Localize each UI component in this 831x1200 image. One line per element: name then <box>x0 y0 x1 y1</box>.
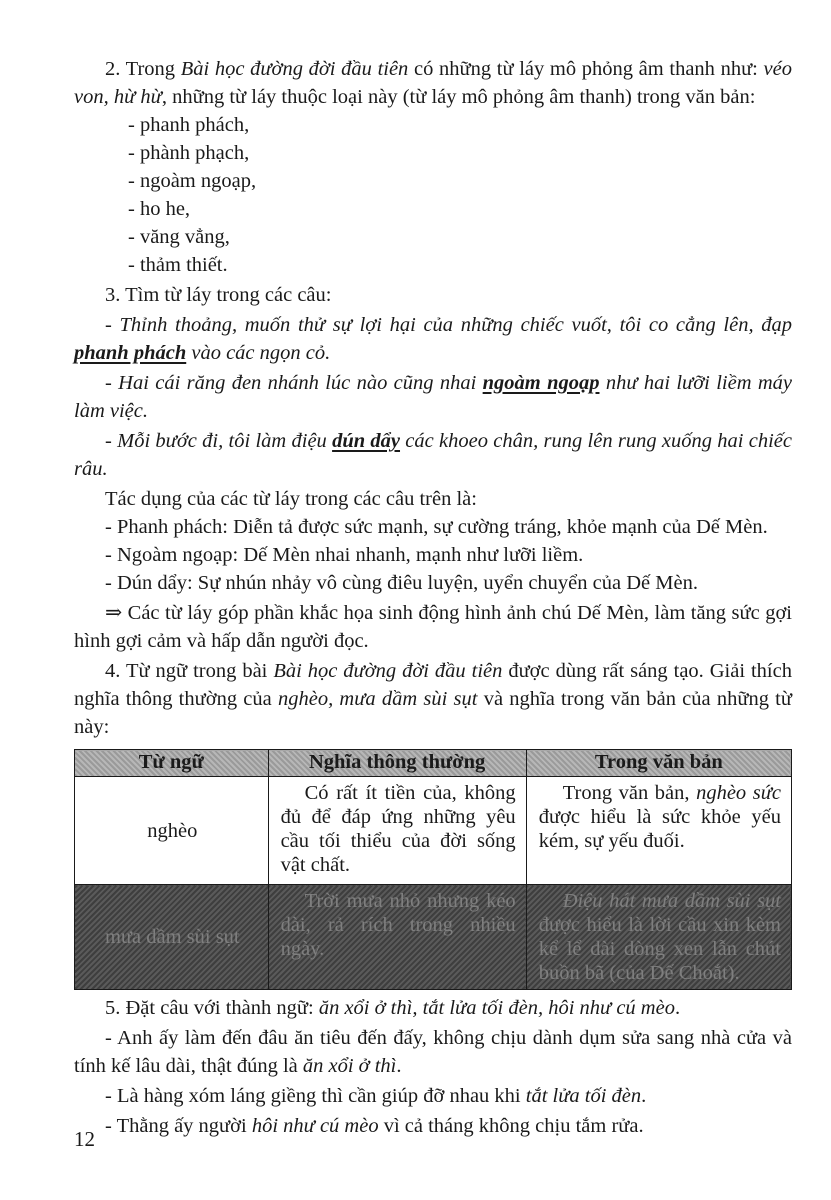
q3-conclusion: ⇒ Các từ láy góp phần khắc họa sinh động hình ảnh chú Dế Mèn, làm tăng sức gợi hình gợi cảm và hấp dẫn người đọc. <box>74 602 792 652</box>
text: - Mỗi bước đi, tôi làm điệu <box>105 430 333 452</box>
text: vào các ngọn cỏ. <box>186 342 331 364</box>
text: - Hai cái răng đen nhánh lúc nào cũng nhai <box>105 372 483 394</box>
list-item: - phanh phách, <box>128 114 250 136</box>
q5-sentence-2 <box>74 1082 792 1110</box>
table-header-row <box>75 750 792 777</box>
highlight-word: phanh phách <box>74 342 187 364</box>
q5-sentence-1 <box>74 1024 792 1080</box>
text: - Thằng ấy người <box>105 1115 252 1137</box>
effect-item: - Phanh phách: Diễn tả được sức mạnh, sự cường tráng, khỏe mạnh của Dế Mèn. <box>105 516 768 538</box>
book-title: Bài học đường đời đầu tiên <box>180 58 409 80</box>
text: được dùng rất sáng tạo. Giải thích nghĩa thông thường của <box>74 660 792 710</box>
q5-intro <box>74 994 792 1022</box>
page-content <box>74 55 792 1140</box>
text: . <box>674 997 681 1019</box>
text: có những từ láy mô phỏng âm thanh như: <box>408 58 764 80</box>
text: các khoeo chân, rung lên rung xuống hai chiếc râu. <box>74 430 792 480</box>
text: Trời mưa nhỏ nhưng kéo dài, rả rích trong nhiều ngày. <box>280 890 516 960</box>
text <box>539 889 781 985</box>
text: - Thỉnh thoảng, muốn thử sự lợi hại của những chiếc vuốt, tôi co cẳng lên, đạp <box>105 314 792 336</box>
q2-intro <box>74 55 792 111</box>
text: 5. Đặt câu với thành ngữ: <box>105 997 319 1019</box>
text: được hiểu là sức khỏe yếu kém, sự yếu đuối. <box>538 806 781 852</box>
table-row <box>75 885 792 990</box>
list-item: - thảm thiết. <box>128 254 228 276</box>
q4-intro <box>74 657 792 741</box>
column-header: Trong văn bản <box>526 750 791 777</box>
highlight-word: ngoàm ngoạp <box>482 372 600 394</box>
q3-sentence-2 <box>74 369 792 425</box>
list-item: - ngoàm ngoạp, <box>128 170 257 192</box>
text: vì cả tháng không chịu tắm rửa. <box>378 1115 644 1137</box>
column-header: Từ ngữ <box>75 750 269 777</box>
text: - Là hàng xóm láng giềng thì cần giúp đỡ nhau khi <box>105 1085 526 1107</box>
q3-effect-heading: Tác dụng của các từ láy trong các câu trên là: <box>105 488 477 510</box>
text: Có rất ít tiền của, không đủ để đáp ứng những yêu cầu tối thiểu của đời sống vật chất. <box>280 782 516 876</box>
text: . <box>641 1085 647 1107</box>
idiom: ăn xổi ở thì <box>302 1055 397 1077</box>
table-cell-common <box>268 777 526 885</box>
highlight-word: dún dẩy <box>332 430 401 452</box>
idiom: hôi như cú mèo <box>251 1115 379 1137</box>
effect-item: - Dún dẩy: Sự nhún nhảy vô cùng điêu luyện, uyển chuyển của Dế Mèn. <box>105 572 698 594</box>
q5-sentence-3 <box>74 1112 792 1140</box>
text: - Anh ấy làm đến đâu ăn tiêu đến đấy, không chịu dành dụm sửa sang nhà cửa và tính kế lâu dài, thật đúng là <box>74 1027 792 1077</box>
examples: véo von, hừ hừ <box>74 58 792 108</box>
page-number: 12 <box>74 1127 95 1151</box>
idiom: tắt lửa tối đèn <box>525 1085 642 1107</box>
text: được hiểu là lời cầu xin kèm kể lể dài dòng xen lẫn chút buồn bã (của Dế Choắt). <box>538 914 781 984</box>
table-cell-word: mưa dầm sùi sụt <box>75 885 269 990</box>
table-cell-context <box>526 777 791 885</box>
table-cell-context <box>526 885 791 990</box>
emphasis: Điệu hát mưa dầm sùi sụt <box>562 890 781 912</box>
meaning-table <box>74 749 792 990</box>
text: , những từ láy thuộc loại này (từ láy mô phỏng âm thanh) trong văn bản: <box>161 86 756 108</box>
effect-item: - Ngoàm ngoạp: Dế Mèn nhai nhanh, mạnh như lưỡi liềm. <box>105 544 584 566</box>
text: 2. Trong <box>105 58 181 80</box>
text: Trong văn bản, <box>562 782 697 804</box>
book-title: Bài học đường đời đầu tiên <box>273 660 503 682</box>
column-header: Nghĩa thông thường <box>268 750 526 777</box>
q3-heading: 3. Tìm từ láy trong các câu: <box>105 284 332 306</box>
words: nghèo, mưa dầm sùi sụt <box>277 688 478 710</box>
table-cell-common <box>268 885 526 990</box>
list-item: - văng vẳng, <box>128 226 230 248</box>
table-cell-word: nghèo <box>75 777 269 885</box>
q3-sentence-3 <box>74 427 792 483</box>
text <box>539 781 781 853</box>
idioms: ăn xổi ở thì, tắt lửa tối đèn, hôi như cú mèo <box>318 997 675 1019</box>
text: . <box>396 1055 402 1077</box>
list-item: - phành phạch, <box>128 142 250 164</box>
text: và nghĩa trong văn bản của những từ này: <box>74 688 792 738</box>
list-item: - ho he, <box>128 198 191 220</box>
emphasis: nghèo sức <box>696 782 781 804</box>
q3-sentence-1 <box>74 311 792 367</box>
table-row <box>75 777 792 885</box>
text: như hai lưỡi liềm máy làm việc. <box>74 372 792 422</box>
text: 4. Từ ngữ trong bài <box>105 660 274 682</box>
